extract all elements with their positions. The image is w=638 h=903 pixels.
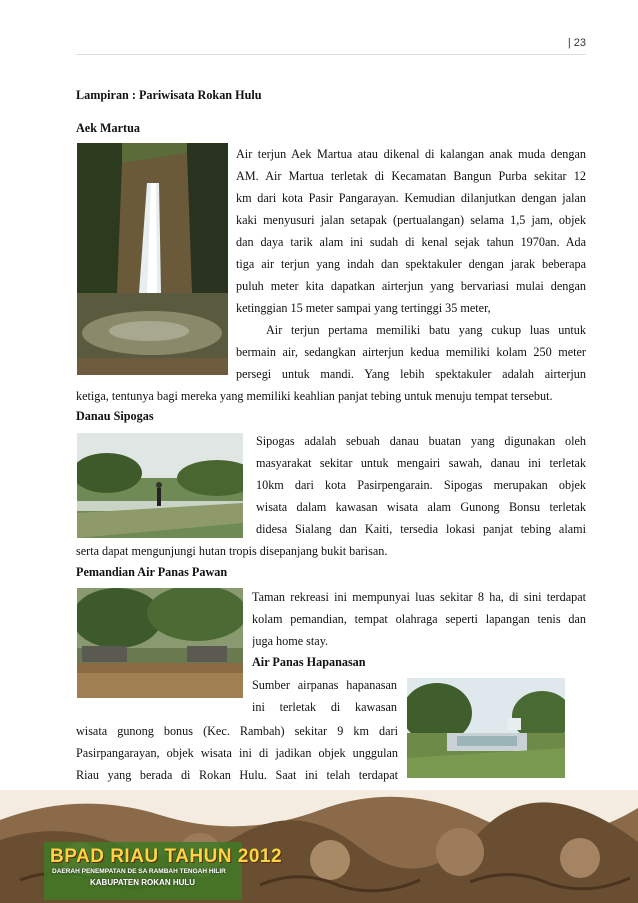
aek-martua-line: Air terjun pertama memiliki batu yang cukup luas untuk xyxy=(266,323,586,337)
sipogas-line: Sipogas adalah sebuah danau buatan yang digunakan oleh xyxy=(256,434,586,448)
sipogas-line: 10km dari kota Pasirpengarain. Sipogas merupakan objek xyxy=(256,478,586,492)
section-heading-aek-martua: Aek Martua xyxy=(76,121,140,135)
hapanasan-line: ini terletak di kawasan xyxy=(252,700,397,714)
lake-photo xyxy=(77,433,243,538)
aek-martua-line: kaki menyusuri jalan setapak (pertualangan) selama 1,5 jam, objek xyxy=(236,213,586,227)
pemandian-line: Taman rekreasi ini mempunyai luas sekitar 8 ha, di sini terdapat xyxy=(252,590,586,604)
hapanasan-full-line: Pasirpangarayan, objek wisata ini di jadikan objek unggulan xyxy=(76,746,398,760)
hot-spring-pool-photo xyxy=(77,588,243,698)
sipogas-line: wisata dalam kawasan wisata alam Gunong Bonsu terletak xyxy=(256,500,586,514)
pemandian-line: kolam pemandian, tempat olahraga seperti lapangan tenis dan xyxy=(252,612,586,626)
aek-martua-line: puluh meter kita dapatkan airterjun yang bervariasi mulai dengan xyxy=(236,279,586,293)
page-title: Lampiran : Pariwisata Rokan Hulu xyxy=(76,88,262,102)
waterfall-photo xyxy=(77,143,228,375)
banner-title: BPAD RIAU TAHUN 2012 xyxy=(50,846,283,867)
page-number: | 23 xyxy=(567,37,586,49)
aek-martua-line: AM. Air Martua terletak di Kecamatan Bangun Purba sekitar 12 xyxy=(236,169,586,183)
aek-martua-full-line: ketiga, tentunya bagi mereka yang memiliki keahlian panjat tebing untuk menuju tempat tersebut. xyxy=(76,389,553,403)
sipogas-line: masyarakat sekitar untuk mengairi sawah, danau ini terletak xyxy=(256,456,586,470)
sipogas-full-line: serta dapat mengunjungi hutan tropis disepanjang bukit barisan. xyxy=(76,544,388,558)
sipogas-line: didesa Sialang dan Kaiti, tersedia lokasi panjat tebing alami xyxy=(256,522,586,536)
section-heading-danau-sipogas: Danau Sipogas xyxy=(76,409,154,423)
pemandian-line: juga home stay. xyxy=(252,634,329,648)
aek-martua-line: dan daya tarik alam ini sudah di kenal sejak tahun 1970an. Ada xyxy=(236,235,586,249)
aek-martua-line: km dari kota Pasir Pangarayan. Kemudian dilanjutkan dengan jalan xyxy=(236,191,586,205)
banner-subtitle-2: KABUPATEN ROKAN HULU xyxy=(90,878,196,887)
aek-martua-line: Air terjun Aek Martua atau dikenal di kalangan anak muda dengan xyxy=(236,147,586,161)
hapanasan-full-line: Riau yang berada di Rokan Hulu. Saat ini telah terdapat xyxy=(76,768,398,782)
hapanasan-line: Sumber airpanas hapanasan xyxy=(252,678,397,692)
hapanasan-park-photo xyxy=(407,678,565,778)
aek-martua-line: ketinggian 15 meter sampai yang tertinggi 35 meter, xyxy=(236,301,491,315)
hapanasan-full-line: wisata gunong bonus (Kec. Rambah) sekitar 9 km dari xyxy=(76,724,398,738)
section-heading-hapanasan: Air Panas Hapanasan xyxy=(252,655,366,669)
header-divider xyxy=(76,54,586,55)
banner-subtitle: DAERAH PENEMPATAN DE SA RAMBAH TENGAH HILIR xyxy=(52,868,226,875)
aek-martua-line: bermain air, sedangkan airterjun kedua memiliki kolam 250 meter xyxy=(236,345,586,359)
aek-martua-line: tiga air terjun yang indah dan spektakuler dengan jarak beberapa xyxy=(236,257,586,271)
section-heading-pemandian: Pemandian Air Panas Pawan xyxy=(76,565,228,579)
aek-martua-line: persegi untuk mandi. Yang lebih spektakuler adalah airterjun xyxy=(236,367,586,381)
